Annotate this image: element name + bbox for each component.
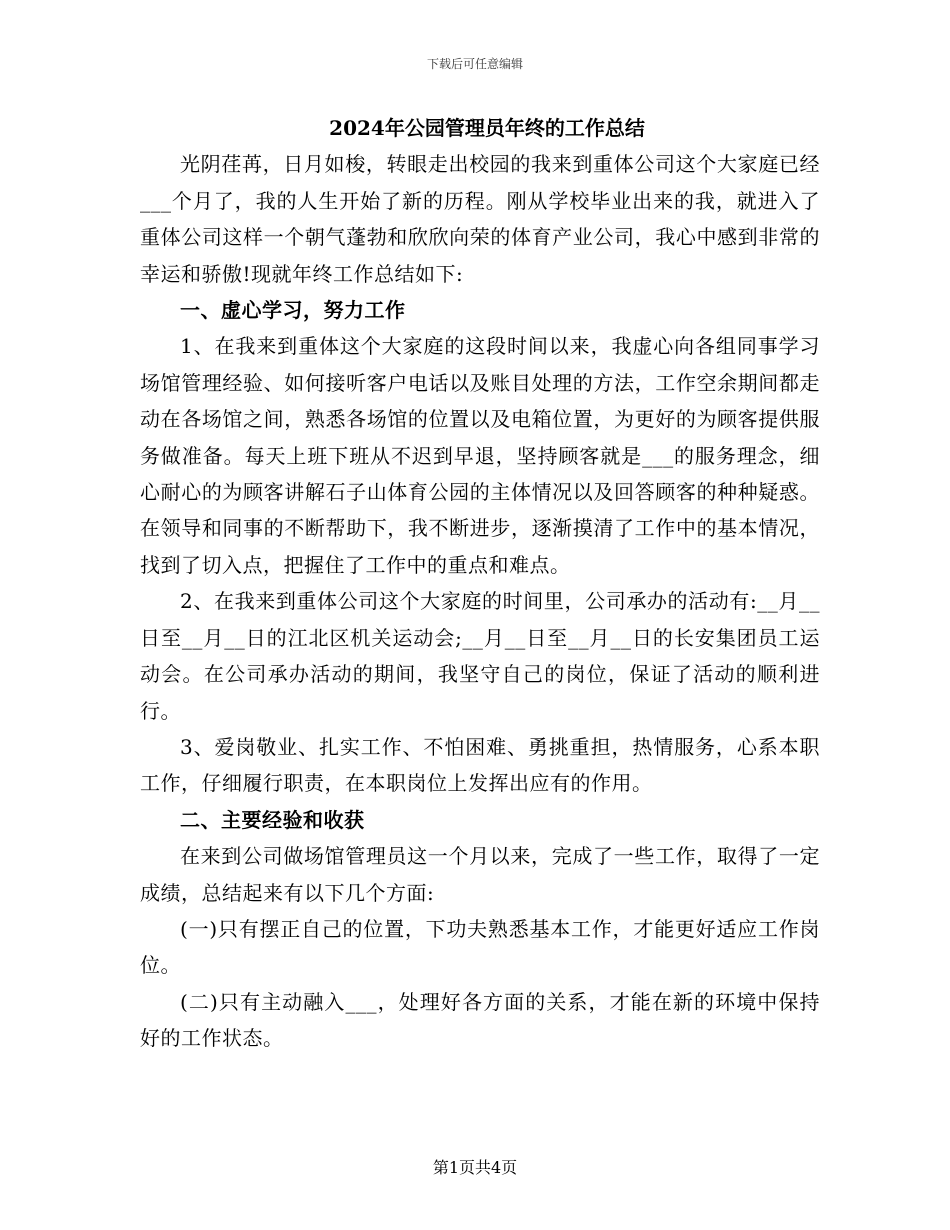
section-heading-2: 二、主要经验和收获 [180,807,365,832]
body-paragraph-2: 2、在我来到重体公司这个大家庭的时间里，公司承办的活动有:__月__日至__月__日的江北区机关运动会;__月__日至__月__日的长安集团员工运动会。在公司承办活动的期间，我坚守自己的岗位，保证了活动的顺利进行。 [140,589,820,723]
body-paragraph-1: 1、在我来到重体这个大家庭的这段时间以来，我虚心向各组同事学习场馆管理经验、如何接听客户电话以及账目处理的方法，工作空余期间都走动在各场馆之间，熟悉各场馆的位置以及电箱位置，为更好的为顾客提供服务做准备。每天上班下班从不迟到早退，坚持顾客就是___的服务理念，细心耐心的为顾客讲解石子山体育公园的主体情况以及回答顾客的种种疑惑。在领导和同事的不断帮助下，我不断进步，逐渐摸清了工作中的基本情况，找到了切入点，把握住了工作中的重点和难点。 [140,334,820,577]
intro-paragraph: 光阴荏苒，日月如梭，转眼走出校园的我来到重体公司这个大家庭已经___个月了，我的人生开始了新的历程。刚从学校毕业出来的我，就进入了重体公司这样一个朝气蓬勃和欣欣向荣的体育产业公司，我心中感到非常的幸运和骄傲!现就年终工作总结如下: [140,152,820,286]
body-paragraph-4: 在来到公司做场馆管理员这一个月以来，完成了一些工作，取得了一定成绩，总结起来有以下几个方面: [140,844,820,905]
document-title: 2024年公园管理员年终的工作总结 [329,116,645,140]
page-footer: 第1页共4页 [432,1158,518,1177]
page-header: 下载后可任意编辑 [426,57,523,71]
section-heading-1: 一、虚心学习，努力工作 [180,298,406,323]
body-paragraph-3: 3、爱岗敬业、扎实工作、不怕困难、勇挑重担，热情服务，心系本职工作，仔细履行职责，在本职岗位上发挥出应有的作用。 [140,734,820,796]
body-paragraph-6: (二)只有主动融入___，处理好各方面的关系，才能在新的环境中保持好的工作状态。 [140,989,820,1051]
body-paragraph-5: (一)只有摆正自己的位置，下功夫熟悉基本工作，才能更好适应工作岗位。 [140,916,820,978]
document-body [140,110,820,1057]
